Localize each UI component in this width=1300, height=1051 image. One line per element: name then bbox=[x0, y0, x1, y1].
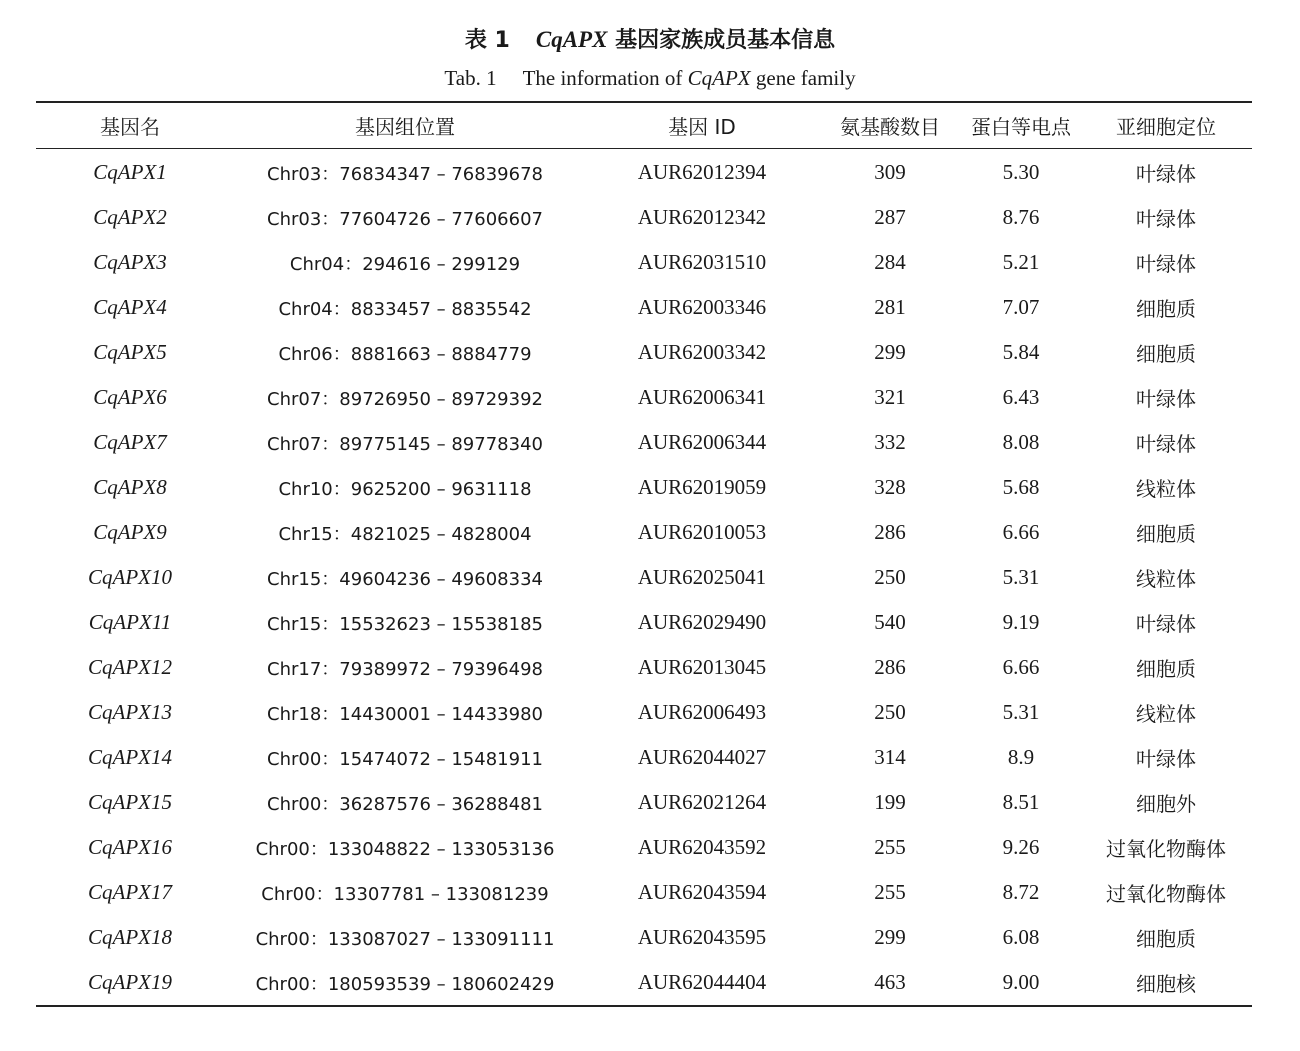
cell-gene-name: CqAPX7 bbox=[93, 430, 167, 454]
cell-isoelectric-point: 8.51 bbox=[1002, 790, 1040, 814]
cell-genome-location: Chr00：180593539 – 180602429 bbox=[255, 973, 555, 995]
cell-genome-location: Chr10：9625200 – 9631118 bbox=[278, 478, 532, 500]
cell-genome-location: Chr15：4821025 – 4828004 bbox=[278, 523, 532, 545]
header-subcellular-localization: 亚细胞定位 bbox=[1116, 115, 1216, 139]
cell-isoelectric-point: 6.43 bbox=[1002, 385, 1040, 409]
cell-gene-name: CqAPX15 bbox=[88, 790, 172, 814]
table-row bbox=[36, 420, 1252, 465]
cell-isoelectric-point: 5.31 bbox=[1002, 700, 1040, 724]
table-row bbox=[36, 870, 1252, 915]
cell-isoelectric-point: 5.68 bbox=[1002, 475, 1040, 499]
cell-amino-acid-count: 255 bbox=[874, 880, 906, 904]
cell-amino-acid-count: 321 bbox=[874, 385, 906, 409]
cell-isoelectric-point: 5.84 bbox=[1002, 340, 1040, 364]
cell-subcellular-localization: 叶绿体 bbox=[1136, 387, 1196, 411]
cell-amino-acid-count: 250 bbox=[874, 565, 906, 589]
cell-isoelectric-point: 9.26 bbox=[1002, 835, 1040, 859]
table-body bbox=[36, 149, 1252, 1007]
cell-subcellular-localization: 叶绿体 bbox=[1136, 747, 1196, 771]
cell-gene-id: AUR62012342 bbox=[637, 205, 767, 229]
header-gene-name: 基因名 bbox=[100, 115, 160, 139]
cell-subcellular-localization: 叶绿体 bbox=[1136, 612, 1196, 636]
table-caption-english bbox=[0, 64, 1300, 92]
cell-genome-location: Chr15：49604236 – 49608334 bbox=[267, 568, 543, 590]
cell-isoelectric-point: 8.72 bbox=[1002, 880, 1040, 904]
cell-isoelectric-point: 9.00 bbox=[1002, 970, 1040, 994]
table-row bbox=[36, 690, 1252, 735]
cell-gene-name: CqAPX4 bbox=[93, 295, 167, 319]
cell-gene-id: AUR62006344 bbox=[637, 430, 767, 454]
cell-subcellular-localization: 线粒体 bbox=[1136, 702, 1196, 726]
table-row bbox=[36, 780, 1252, 825]
cell-gene-name: CqAPX1 bbox=[93, 160, 167, 184]
cell-gene-name: CqAPX2 bbox=[93, 205, 167, 229]
cell-gene-id: AUR62044027 bbox=[637, 745, 767, 769]
cell-isoelectric-point: 5.21 bbox=[1002, 250, 1040, 274]
table-row bbox=[36, 285, 1252, 330]
cell-subcellular-localization: 叶绿体 bbox=[1136, 162, 1196, 186]
cell-gene-id: AUR62043592 bbox=[637, 835, 767, 859]
cell-gene-id: AUR62006493 bbox=[637, 700, 767, 724]
cell-gene-id: AUR62043594 bbox=[637, 880, 767, 904]
cell-isoelectric-point: 8.76 bbox=[1002, 205, 1040, 229]
cell-gene-id: AUR62044404 bbox=[637, 970, 767, 994]
cell-isoelectric-point: 8.9 bbox=[1007, 745, 1035, 769]
table-row bbox=[36, 960, 1252, 1006]
caption-prefix-en: The information of bbox=[522, 66, 688, 90]
cell-gene-id: AUR62025041 bbox=[637, 565, 767, 589]
cell-genome-location: Chr03：76834347 – 76839678 bbox=[267, 163, 543, 185]
cell-gene-name: CqAPX19 bbox=[88, 970, 172, 994]
cell-genome-location: Chr00：15474072 – 15481911 bbox=[267, 748, 543, 770]
cell-amino-acid-count: 250 bbox=[874, 700, 906, 724]
table-row bbox=[36, 330, 1252, 375]
table-row bbox=[36, 375, 1252, 420]
cell-gene-id: AUR62031510 bbox=[637, 250, 767, 274]
cell-gene-name: CqAPX5 bbox=[93, 340, 167, 364]
cell-gene-name: CqAPX10 bbox=[88, 565, 172, 589]
caption-title-cn: 基因家族成员基本信息 bbox=[607, 28, 836, 53]
cell-gene-id: AUR62021264 bbox=[637, 790, 767, 814]
cell-gene-name: CqAPX16 bbox=[88, 835, 172, 859]
cell-genome-location: Chr17：79389972 – 79396498 bbox=[267, 658, 543, 680]
header-amino-acid-count: 氨基酸数目 bbox=[840, 115, 940, 139]
gene-info-table bbox=[36, 101, 1252, 1007]
cell-amino-acid-count: 540 bbox=[874, 610, 906, 634]
cell-genome-location: Chr07：89726950 – 89729392 bbox=[267, 388, 543, 410]
cell-gene-id: AUR62019059 bbox=[637, 475, 767, 499]
cell-genome-location: Chr00：36287576 – 36288481 bbox=[267, 793, 543, 815]
table-caption-chinese bbox=[0, 26, 1300, 55]
cell-isoelectric-point: 7.07 bbox=[1002, 295, 1040, 319]
cell-subcellular-localization: 线粒体 bbox=[1136, 477, 1196, 501]
cell-amino-acid-count: 281 bbox=[874, 295, 906, 319]
cell-gene-name: CqAPX3 bbox=[93, 250, 167, 274]
cell-genome-location: Chr06：8881663 – 8884779 bbox=[278, 343, 532, 365]
header-genome-location: 基因组位置 bbox=[355, 115, 455, 139]
cell-amino-acid-count: 284 bbox=[874, 250, 906, 274]
cell-genome-location: Chr00：133048822 – 133053136 bbox=[255, 838, 555, 860]
cell-gene-id: AUR62003346 bbox=[637, 295, 767, 319]
cell-gene-name: CqAPX17 bbox=[88, 880, 172, 904]
cell-subcellular-localization: 叶绿体 bbox=[1136, 207, 1196, 231]
cell-subcellular-localization: 细胞外 bbox=[1136, 792, 1196, 816]
table-row bbox=[36, 240, 1252, 285]
cell-gene-name: CqAPX6 bbox=[93, 385, 167, 409]
cell-isoelectric-point: 6.66 bbox=[1002, 655, 1040, 679]
cell-genome-location: Chr07：89775145 – 89778340 bbox=[267, 433, 543, 455]
table-header-row bbox=[36, 102, 1252, 149]
table-number-en: Tab. 1 bbox=[444, 66, 497, 90]
cell-amino-acid-count: 199 bbox=[874, 790, 906, 814]
cell-amino-acid-count: 287 bbox=[874, 205, 906, 229]
cell-isoelectric-point: 5.31 bbox=[1002, 565, 1040, 589]
cell-gene-name: CqAPX8 bbox=[93, 475, 167, 499]
cell-genome-location: Chr15：15532623 – 15538185 bbox=[267, 613, 543, 635]
caption-gene-name-en: CqAPX bbox=[687, 66, 751, 90]
table-row bbox=[36, 465, 1252, 510]
cell-amino-acid-count: 309 bbox=[874, 160, 906, 184]
cell-amino-acid-count: 328 bbox=[874, 475, 906, 499]
cell-gene-id: AUR62029490 bbox=[637, 610, 767, 634]
cell-genome-location: Chr00：133087027 – 133091111 bbox=[255, 928, 555, 950]
cell-gene-name: CqAPX9 bbox=[93, 520, 167, 544]
cell-genome-location: Chr04：294616 – 299129 bbox=[289, 253, 521, 275]
cell-gene-name: CqAPX12 bbox=[88, 655, 172, 679]
cell-subcellular-localization: 叶绿体 bbox=[1136, 432, 1196, 456]
table-number-cn: 表 1 bbox=[464, 28, 510, 53]
cell-gene-id: AUR62010053 bbox=[637, 520, 767, 544]
cell-amino-acid-count: 255 bbox=[874, 835, 906, 859]
cell-subcellular-localization: 细胞质 bbox=[1136, 522, 1196, 546]
cell-amino-acid-count: 463 bbox=[874, 970, 906, 994]
cell-amino-acid-count: 332 bbox=[874, 430, 906, 454]
header-isoelectric-point: 蛋白等电点 bbox=[971, 115, 1071, 139]
table-row bbox=[36, 735, 1252, 780]
table-row bbox=[36, 555, 1252, 600]
cell-genome-location: Chr04：8833457 – 8835542 bbox=[278, 298, 532, 320]
cell-subcellular-localization: 细胞质 bbox=[1136, 342, 1196, 366]
cell-isoelectric-point: 8.08 bbox=[1002, 430, 1040, 454]
cell-gene-name: CqAPX14 bbox=[88, 745, 172, 769]
table-row bbox=[36, 195, 1252, 240]
cell-gene-id: AUR62013045 bbox=[637, 655, 767, 679]
cell-amino-acid-count: 299 bbox=[874, 925, 906, 949]
cell-isoelectric-point: 9.19 bbox=[1002, 610, 1040, 634]
cell-genome-location: Chr18：14430001 – 14433980 bbox=[267, 703, 543, 725]
cell-isoelectric-point: 5.30 bbox=[1002, 160, 1040, 184]
cell-amino-acid-count: 286 bbox=[874, 520, 906, 544]
cell-gene-name: CqAPX11 bbox=[88, 610, 172, 634]
cell-genome-location: Chr00：13307781 – 133081239 bbox=[261, 883, 549, 905]
table-row bbox=[36, 510, 1252, 555]
cell-subcellular-localization: 细胞质 bbox=[1136, 657, 1196, 681]
cell-subcellular-localization: 过氧化物酶体 bbox=[1106, 837, 1226, 861]
cell-subcellular-localization: 线粒体 bbox=[1136, 567, 1196, 591]
cell-amino-acid-count: 314 bbox=[874, 745, 906, 769]
table-row bbox=[36, 600, 1252, 645]
table-row bbox=[36, 915, 1252, 960]
table-row bbox=[36, 645, 1252, 690]
cell-amino-acid-count: 286 bbox=[874, 655, 906, 679]
cell-gene-id: AUR62003342 bbox=[637, 340, 767, 364]
cell-subcellular-localization: 叶绿体 bbox=[1136, 252, 1196, 276]
cell-gene-name: CqAPX13 bbox=[88, 700, 172, 724]
cell-subcellular-localization: 细胞质 bbox=[1136, 927, 1196, 951]
cell-gene-id: AUR62012394 bbox=[637, 160, 767, 184]
cell-gene-name: CqAPX18 bbox=[88, 925, 172, 949]
cell-isoelectric-point: 6.66 bbox=[1002, 520, 1040, 544]
cell-amino-acid-count: 299 bbox=[874, 340, 906, 364]
caption-gene-name-cn: CqAPX bbox=[535, 27, 608, 52]
table-row bbox=[36, 149, 1252, 196]
cell-isoelectric-point: 6.08 bbox=[1002, 925, 1040, 949]
cell-subcellular-localization: 细胞质 bbox=[1136, 297, 1196, 321]
table-row bbox=[36, 825, 1252, 870]
caption-suffix-en: gene family bbox=[750, 66, 856, 90]
cell-genome-location: Chr03：77604726 – 77606607 bbox=[267, 208, 543, 230]
cell-gene-id: AUR62006341 bbox=[637, 385, 767, 409]
cell-gene-id: AUR62043595 bbox=[637, 925, 767, 949]
cell-subcellular-localization: 过氧化物酶体 bbox=[1106, 882, 1226, 906]
header-gene-id: 基因 ID bbox=[668, 115, 736, 139]
cell-subcellular-localization: 细胞核 bbox=[1136, 972, 1196, 996]
